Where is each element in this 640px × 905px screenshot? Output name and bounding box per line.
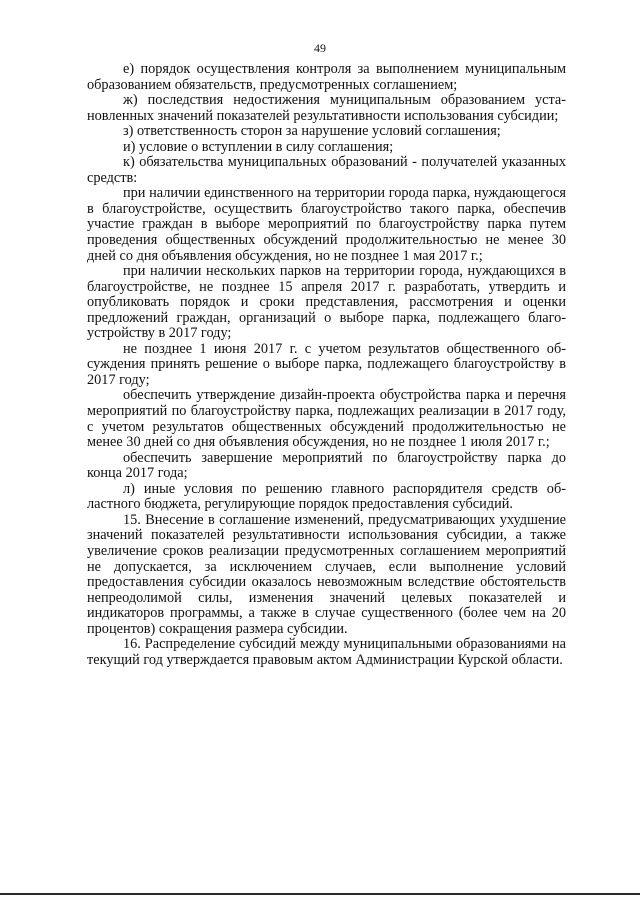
paragraph-item-zh: ж) последствия недостижения муниципальным образованием установленных значений показателей результативности использования субсидии; bbox=[87, 92, 566, 124]
page-bottom-edge bbox=[0, 893, 640, 895]
paragraph-item-z: з) ответственность сторон за нарушение условий соглашения; bbox=[123, 123, 501, 140]
paragraph-item-k: к) обязательства муниципальных образований - получателей указанных средств: bbox=[87, 154, 566, 186]
paragraph-item-l: л) иные условия по решению главного распорядителя средств областного бюджета, регулирующие порядок предоставления субсидий. bbox=[87, 480, 566, 513]
paragraph-completion: обеспечить завершение мероприятий по благоустройству парка до конца 2017 года; bbox=[87, 449, 566, 482]
paragraph-item-e: е) порядок осуществления контроля за выполнением муниципальным образованием обязательств, предусмотренных соглашением; bbox=[87, 61, 566, 93]
paragraph-single-park: при наличии единственного на территории города парка, нуждающегося в благоустройстве, осуществить благоустройство такого парка, обеспечив участие граждан в выборе мероприятий по благоустройству парка путем проведения общественных обсуждений продолжительностью не менее 30 дней со дня объявления обсуждения, но не позднее 1 мая 2017 г.; bbox=[87, 185, 566, 264]
paragraph-park-decision: не позднее 1 июня 2017 г. с учетом результатов общественного обсуждения принять решение о выборе парка, подлежащего благоустройству в 2017 году; bbox=[87, 340, 566, 388]
page-number: 49 bbox=[314, 41, 326, 55]
paragraph-design-approval: обеспечить утверждение дизайн-проекта обустройства парка и перечня мероприятий по благоустройству парка, подлежащих реализации в 2017 году, с учетом результатов общественных обсуждений продолжительностью не менее 30 дней со дня объявления обсуждения, но не позднее 1 июля 2017 г.; bbox=[87, 387, 566, 451]
paragraph-several-parks: при наличии нескольких парков на территории города, нуждающихся в благоустройстве, не позднее 15 апреля 2017 г. разработать, утвердить и опубликовать порядок и сроки представления, рассмотрения и оценки предложений граждан, организаций о выборе парка, подлежащего благоустройству в 2017 году; bbox=[87, 263, 566, 342]
paragraph-item-i: и) условие о вступлении в силу соглашения; bbox=[123, 138, 394, 155]
document-body bbox=[87, 62, 566, 668]
paragraph-clause-16: 16. Распределение субсидий между муниципальными образованиями на текущий год утверждается правовым актом Администрации Курской области. bbox=[87, 636, 566, 668]
paragraph-clause-15: 15. Внесение в соглашение изменений, предусматривающих ухудшение значений показателей результативности использования субсидии, а также увеличение сроков реализации предусмотренных соглашением мероприятий не допускается, за исключением случаев, если выполнение условий предоставления субсидии оказалось невозможным вследствие обстоятельств непреодолимой силы, изменения значений целевых показателей и индикаторов программы, а также в случае существенного (более чем на 20 процентов) сокращения размера субсидии. bbox=[87, 511, 566, 637]
